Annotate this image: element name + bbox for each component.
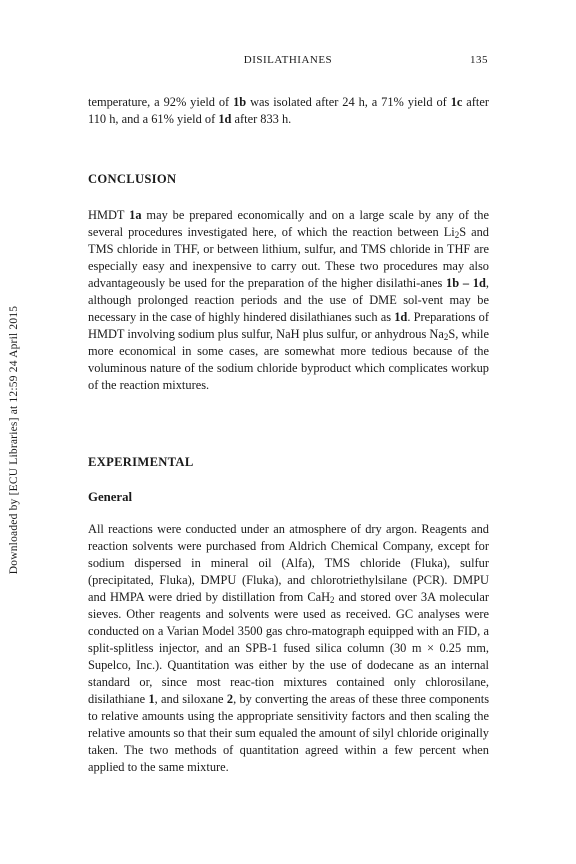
compound-ref: 1d: [218, 112, 232, 126]
text-run: was isolated after 24 h, a 71% yield of: [246, 95, 451, 109]
download-watermark: [8, 305, 20, 575]
compound-ref: 1a: [129, 208, 142, 222]
experimental-paragraph: [88, 521, 489, 776]
compound-ref: 1c: [450, 95, 463, 109]
compound-ref: 1: [148, 692, 155, 706]
conclusion-paragraph: [88, 207, 489, 394]
compound-ref: 1d: [394, 310, 408, 324]
text-run: , and siloxane: [154, 692, 227, 706]
subscript: 2: [330, 595, 335, 606]
subscript: 2: [454, 230, 460, 241]
text-run: , although prolonged reaction periods and the use of DME sol-vent may be necessary in the case of highly hindered disilathianes such as: [88, 276, 489, 324]
general-subheading: General: [88, 490, 133, 504]
text-run: temperature, a 92% yield of: [88, 95, 234, 109]
intro-paragraph: [88, 94, 489, 128]
text-run: , by converting the areas of these three components to relative amounts using the appropriate sensitivity factors and then scaling the relative amounts so that their sum equaled the amount of silyl chloride originally taken. The two methods of quantitation agreed within a few percent when applied to the same mixture.: [88, 692, 490, 774]
compound-ref: 2: [226, 692, 234, 706]
text-run: and stored over 3A molecular sieves. Other reagents and solvents were used as received. GC analyses were conducted on a Varian Model 3500 gas chro-matograph equipped with an FID, a split-splitless injector, and an SPB-1 fused silica column (30 m × 0.25 mm, Supelco, Inc.). Quantitation was either by the use of dodecane as an internal standard or, since most reac-tion mixtures contained only chlorosilane, disilathiane: [88, 590, 489, 706]
text-run: All reactions were conducted under an atmosphere of dry argon. Reagents and reaction solvents were purchased from Aldrich Chemical Company, except for sodium dispersed in mineral oil (Alfa), TMS chloride (Fluka), sulfur (precipitated, Fluka), DMPU (Fluka), and chlorotriethylsilane (PCR). DMPU and HMPA were dried by distillation from CaH: [88, 522, 489, 604]
text-run: may be prepared economically and on a large scale by any of the several procedures investigated here, of which the reaction between Li: [88, 208, 490, 239]
text-run: HMDT: [88, 208, 130, 222]
text-run: after 833 h.: [231, 112, 292, 126]
subscript: 2: [443, 332, 449, 343]
conclusion-heading: CONCLUSION: [88, 172, 177, 186]
text-run: after 110 h, and a 61% yield of: [88, 95, 489, 126]
text-run: . Preparations of HMDT involving sodium plus sulfur, NaH plus sulfur, or anhydrous Na: [88, 310, 489, 341]
compound-ref: 1b – 1d: [446, 276, 486, 290]
text-run: S, while more economical in some cases, are somewhat more tedious because of the voluminous nature of the sodium chloride byproduct which complicates workup of the reaction mixtures.: [88, 327, 489, 392]
page-number: 135: [470, 54, 488, 66]
experimental-heading: EXPERIMENTAL: [88, 455, 194, 469]
compound-ref: 1b: [233, 95, 247, 109]
download-watermark-text: Downloaded by [ECU Libraries] at 12:59 24 April 2015: [8, 305, 20, 575]
running-title: DISILATHIANES: [243, 54, 333, 66]
text-run: S and TMS chloride in THF, or between lithium, sulfur, and TMS chloride in THF are especially easy and inexpensive to carry out. These two procedures may also advantageously be used for the preparation of the higher disilathi-anes: [88, 225, 489, 290]
